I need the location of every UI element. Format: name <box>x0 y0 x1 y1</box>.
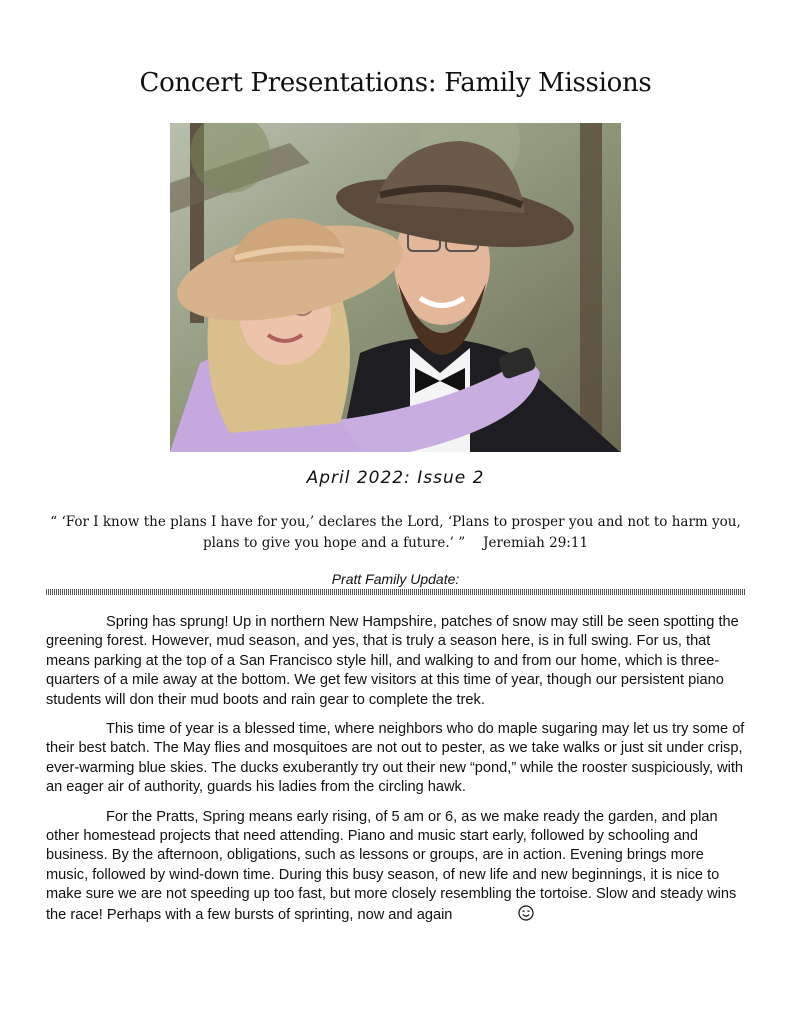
verse-text: “ ‘For I know the plans I have for you,’ declares the Lord, ‘Plans to prosper you and not to harm you, plans to give you hope and a future.’ ” <box>50 514 741 551</box>
scripture-verse <box>42 512 749 554</box>
issue-label: April 2022: Issue 2 <box>306 468 485 488</box>
family-photo-illustration <box>170 123 621 452</box>
article-body <box>46 613 746 937</box>
section-divider <box>46 589 745 595</box>
verse-reference: Jeremiah 29:11 <box>483 535 589 551</box>
paragraph: This time of year is a blessed time, where neighbors who do maple sugaring may let us try some of their best batch. The May flies and mosquitoes are not out to pester, as we take walks or just sit under crisp, ever-warming blue skies. The ducks exuberantly try out their new “pond,” while the rooster suspiciously, with an eager air of authority, guards his ladies from the circling hawk. <box>46 721 745 796</box>
smiley-face-icon <box>458 905 534 927</box>
family-photo <box>170 123 621 452</box>
paragraph-text: For the Pratts, Spring means early rising, of 5 am or 6, as we make ready the garden, and plan other homestead projects that need attending. Piano and music start early, followed by schooling and business. By the afternoon, obligations, such as lessons or groups, are in action. Evening brings more music, followed by wind-down time. During this busy season, of new life and new beginnings, it is nice to make sure we are not speeding up too fast, but more closely resembling the tortoise. Slow and steady wins the race! Perhaps with a few bursts of sprinting, now and again <box>46 808 737 923</box>
page-title: Concert Presentations: Family Missions <box>139 68 652 98</box>
paragraph: Spring has sprung! Up in northern New Hampshire, patches of snow may still be seen spotting the greening forest. However, mud season, and yes, that is truly a season here, is in full swing. For us, that means parking at the top of a San Francisco style hill, and walking to and from our home, which is three-quarters of a mile away at the bottom. We get few visitors at this time of year, though our persistent piano students will don their mud boots and rain gear to complete the trek. <box>46 614 739 708</box>
section-heading: Pratt Family Update: <box>331 571 460 587</box>
paragraph <box>46 808 746 927</box>
